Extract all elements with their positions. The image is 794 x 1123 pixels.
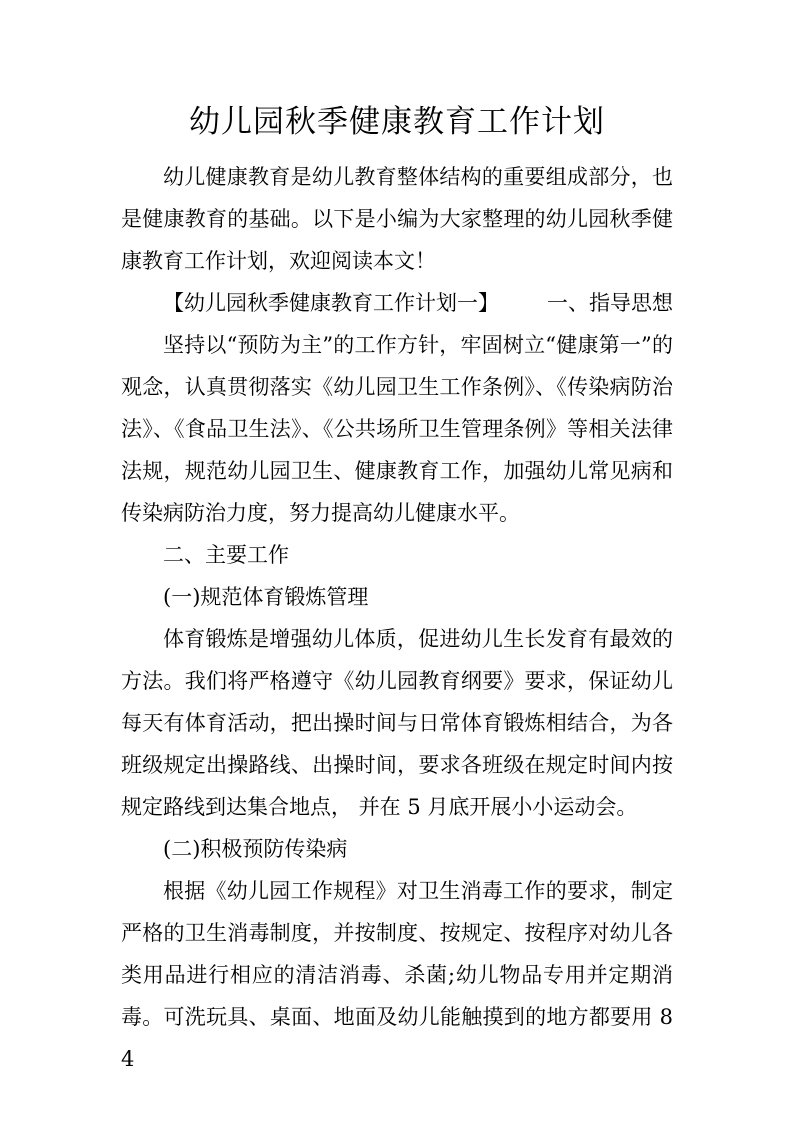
section1-paragraph: 坚持以“预防为主”的工作方针，牢固树立“健康第一”的观念，认真贯彻落实《幼儿园卫生工作条例》、《传染病防治法》、《食品卫生法》、《公共场所卫生管理条例》等相关法律法规，规范幼儿园卫生、健康教育工作，加强幼儿常见病和传染病防治力度，努力提高幼儿健康水平。 <box>121 333 673 525</box>
section2-heading: 二、主要工作 <box>163 543 289 567</box>
subsection2-paragraph: 根据《幼儿园工作规程》对卫生消毒工作的要求，制定严格的卫生消毒制度，并按制度、按规定、按程序对幼儿各类用品进行相应的清洁消毒、杀菌;幼儿物品专用并定期消毒。可洗玩具、桌面、地面及幼儿能触摸到的地方都要用 84 <box>121 879 673 1071</box>
subsection2-heading: (二)积极预防传染病 <box>163 837 348 861</box>
subsection1-heading: (一)规范体育锻炼管理 <box>163 585 369 609</box>
subsection1-paragraph: 体育锻炼是增强幼儿体质，促进幼儿生长发育有最效的方法。我们将严格遵守《幼儿园教育纲要》要求，保证幼儿每天有体育活动，把出操时间与日常体育锻炼相结合，为各班级规定出操路线、出操时间，要求各班级在规定时间内按规定路线到达集合地点， 并在 5 月底开展小小运动会。 <box>121 627 673 819</box>
intro-paragraph: 幼儿健康教育是幼儿教育整体结构的重要组成部分，也是健康教育的基础。以下是小编为大家整理的幼儿园秋季健康教育工作计划，欢迎阅读本文！ <box>121 165 673 273</box>
plan-heading-row <box>163 282 673 324</box>
document-title: 幼儿园秋季健康教育工作计划 <box>189 104 605 140</box>
section1-heading: 一、指导思想 <box>547 291 673 315</box>
plan-heading: 【幼儿园秋季健康教育工作计划一】 <box>163 291 499 315</box>
